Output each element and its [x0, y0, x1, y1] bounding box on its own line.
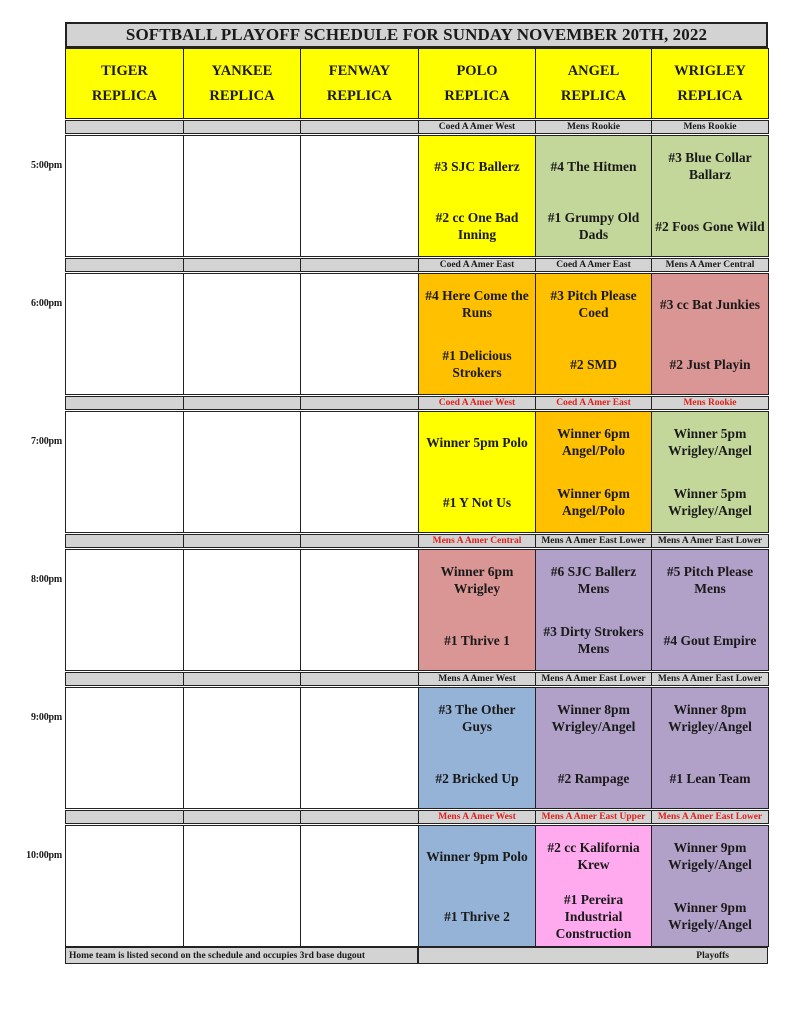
- division-band-empty: [183, 672, 301, 686]
- game-cell: [651, 411, 769, 533]
- field-name: TIGER: [101, 62, 148, 79]
- game-cell: [651, 687, 769, 809]
- away-team: Winner 9pm Wrigely/Angel: [668, 840, 752, 872]
- division-band-empty: [65, 534, 184, 548]
- empty-field-cell: [65, 549, 184, 671]
- game-cell: [535, 411, 652, 533]
- division-band-empty: [183, 396, 301, 410]
- field-subname: REPLICA: [326, 87, 393, 104]
- away-team: #3 Blue Collar Ballarz: [668, 150, 752, 182]
- division-band: Mens A Amer East Lower: [651, 672, 769, 686]
- away-team: #3 cc Bat Junkies: [659, 296, 761, 312]
- home-team: #3 Dirty Strokers Mens: [543, 624, 644, 656]
- home-team: #2 cc One Bad Inning: [435, 210, 519, 242]
- home-team: #1 Thrive 2: [444, 908, 510, 924]
- empty-field-cell: [300, 825, 419, 947]
- division-band-empty: [65, 258, 184, 272]
- away-team: Winner 8pm Wrigley/Angel: [551, 702, 636, 734]
- field-header-yankee: [183, 48, 301, 119]
- field-name: WRIGLEY: [674, 62, 746, 79]
- home-team: Winner 6pm Angel/Polo: [557, 486, 630, 518]
- division-band: Mens A Amer East Lower: [651, 810, 769, 824]
- away-team: #3 The Other Guys: [438, 702, 516, 734]
- division-band: Mens A Amer Central: [651, 258, 769, 272]
- field-subname: REPLICA: [209, 87, 275, 104]
- division-band: Mens A Amer East Lower: [651, 534, 769, 548]
- game-cell: [651, 135, 769, 257]
- division-band-empty: [300, 672, 419, 686]
- time-label: 10:00pm: [26, 850, 62, 861]
- time-label: 5:00pm: [30, 160, 62, 171]
- game-cell: [535, 135, 652, 257]
- division-band: Coed A Amer East: [418, 258, 536, 272]
- away-team: Winner 9pm Polo: [426, 848, 528, 864]
- game-cell: [535, 687, 652, 809]
- field-name: POLO: [456, 62, 498, 79]
- division-band-empty: [183, 810, 301, 824]
- home-team: Winner 5pm Wrigley/Angel: [668, 486, 752, 518]
- field-header-polo: [418, 48, 536, 119]
- field-subname: REPLICA: [444, 87, 510, 104]
- home-team: #2 Just Playin: [669, 356, 751, 372]
- game-cell: [535, 273, 652, 395]
- empty-field-cell: [183, 411, 301, 533]
- game-cell: [418, 135, 536, 257]
- game-cell: [651, 825, 769, 947]
- away-team: Winner 6pm Angel/Polo: [557, 426, 630, 458]
- home-team: Winner 9pm Wrigely/Angel: [668, 900, 752, 932]
- away-team: #6 SJC Ballerz Mens: [550, 564, 637, 596]
- division-band: Mens A Amer Central: [418, 534, 536, 548]
- division-band: Mens A Amer West: [418, 672, 536, 686]
- away-team: Winner 5pm Wrigley/Angel: [668, 426, 752, 458]
- field-subname: REPLICA: [91, 87, 158, 104]
- empty-field-cell: [300, 273, 419, 395]
- field-subname: REPLICA: [560, 87, 627, 104]
- empty-field-cell: [65, 687, 184, 809]
- empty-field-cell: [300, 411, 419, 533]
- game-cell: [418, 273, 536, 395]
- schedule-title: SOFTBALL PLAYOFF SCHEDULE FOR SUNDAY NOVEMBER 20TH, 2022: [65, 22, 768, 48]
- field-name: YANKEE: [211, 62, 273, 79]
- field-name: ANGEL: [567, 62, 620, 79]
- division-band: Mens Rookie: [535, 120, 652, 134]
- division-band-empty: [65, 120, 184, 134]
- empty-field-cell: [300, 687, 419, 809]
- home-team: #2 Rampage: [557, 770, 630, 786]
- game-cell: [651, 273, 769, 395]
- empty-field-cell: [183, 687, 301, 809]
- division-band: Mens A Amer East Lower: [535, 534, 652, 548]
- time-label: 7:00pm: [30, 436, 62, 447]
- division-band: Coed A Amer East: [535, 396, 652, 410]
- division-band-empty: [300, 120, 419, 134]
- empty-field-cell: [65, 273, 184, 395]
- division-band-empty: [183, 258, 301, 272]
- home-team: #1 Y Not Us: [442, 494, 512, 510]
- game-cell: [535, 825, 652, 947]
- field-header-tiger: [65, 48, 184, 119]
- division-band: Coed A Amer West: [418, 396, 536, 410]
- away-team: #4 Here Come the Runs: [425, 288, 529, 320]
- empty-field-cell: [65, 135, 184, 257]
- division-band: Mens A Amer East Upper: [535, 810, 652, 824]
- empty-field-cell: [183, 825, 301, 947]
- division-band: Mens A Amer West: [418, 810, 536, 824]
- game-cell: [418, 549, 536, 671]
- time-label: 6:00pm: [30, 298, 62, 309]
- division-band-empty: [300, 258, 419, 272]
- division-band: Mens Rookie: [651, 396, 769, 410]
- game-cell: [418, 411, 536, 533]
- away-team: Winner 5pm Polo: [426, 434, 528, 450]
- division-band-empty: [65, 672, 184, 686]
- away-team: #3 Pitch Please Coed: [550, 288, 637, 320]
- away-team: Winner 8pm Wrigley/Angel: [668, 702, 752, 734]
- time-label: 8:00pm: [30, 574, 62, 585]
- game-cell: [418, 825, 536, 947]
- empty-field-cell: [300, 135, 419, 257]
- time-label: 9:00pm: [30, 712, 62, 723]
- game-cell: [418, 687, 536, 809]
- division-band-empty: [300, 810, 419, 824]
- home-team: #2 Foos Gone Wild: [655, 218, 765, 234]
- field-subname: REPLICA: [677, 87, 743, 104]
- field-header-fenway: [300, 48, 419, 119]
- division-band: Coed A Amer West: [418, 120, 536, 134]
- away-team: #5 Pitch Please Mens: [666, 564, 754, 596]
- home-team: #2 Bricked Up: [435, 770, 519, 786]
- home-team: #2 SMD: [570, 356, 617, 372]
- home-team: #1 Pereira Industrial Construction: [555, 891, 632, 941]
- home-team: #1 Grumpy Old Dads: [547, 210, 640, 242]
- home-team: #1 Delicious Strokers: [442, 348, 512, 380]
- empty-field-cell: [65, 411, 184, 533]
- division-band-empty: [300, 534, 419, 548]
- field-name: FENWAY: [328, 62, 391, 79]
- field-header-wrigley: [651, 48, 769, 119]
- empty-field-cell: [183, 549, 301, 671]
- home-team: #1 Thrive 1: [444, 632, 510, 648]
- division-band: Mens Rookie: [651, 120, 769, 134]
- footer-note: Home team is listed second on the schedule and occupies 3rd base dugout: [65, 947, 418, 964]
- away-team: #3 SJC Ballerz: [434, 158, 520, 174]
- empty-field-cell: [183, 273, 301, 395]
- away-team: #4 The Hitmen: [550, 158, 637, 174]
- home-team: #1 Lean Team: [669, 770, 751, 786]
- game-cell: [651, 549, 769, 671]
- division-band-empty: [65, 396, 184, 410]
- away-team: Winner 6pm Wrigley: [440, 564, 514, 596]
- footer-label: Playoffs: [418, 947, 768, 964]
- division-band: Mens A Amer East Lower: [535, 672, 652, 686]
- division-band: Coed A Amer East: [535, 258, 652, 272]
- division-band-empty: [183, 534, 301, 548]
- empty-field-cell: [65, 825, 184, 947]
- division-band-empty: [183, 120, 301, 134]
- home-team: #4 Gout Empire: [663, 632, 757, 648]
- empty-field-cell: [300, 549, 419, 671]
- game-cell: [535, 549, 652, 671]
- empty-field-cell: [183, 135, 301, 257]
- field-header-angel: [535, 48, 652, 119]
- division-band-empty: [300, 396, 419, 410]
- away-team: #2 cc Kalifornia Krew: [547, 840, 640, 872]
- division-band-empty: [65, 810, 184, 824]
